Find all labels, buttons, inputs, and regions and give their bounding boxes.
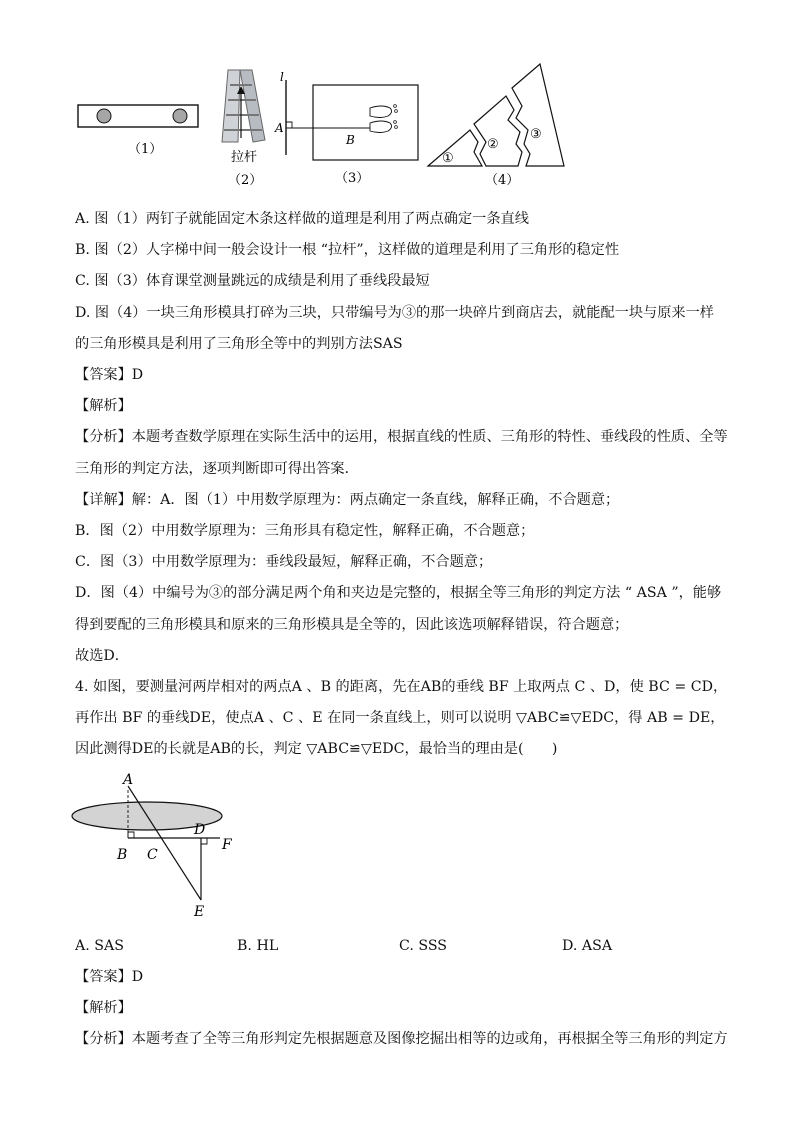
figure-2-rod-label: 拉杆 [231,150,258,165]
q3-analysis-line-2: 三角形的判定方法，逐项判断即可得出答案． [75,461,359,477]
q3-detail-line-3: C．图（3）中用数学原理为：垂线段最短，解释正确，不合题意； [75,554,493,570]
figure-1-strip [78,105,198,127]
figure-3-caption: （3） [335,171,370,186]
q3-analysis-title: 【解析】 [75,398,132,414]
q3-option-d-line-2: 的三角形模具是利用了三角形全等中的判别方法SAS [75,336,403,352]
q3-figures [70,60,570,195]
q4-point-d: D [194,822,206,838]
q4-analysis-line-1: 【分析】本题考查了全等三角形判定先根据题意及图像挖掘出相等的边或角，再根据全等三角形的判定方 [75,1031,728,1047]
figure-2-ladder [222,70,265,142]
q3-option-b: B. 图（2）人字梯中间一般会设计一根 “拉杆”，这样做的道理是利用了三角形的稳定性 [75,242,620,258]
q3-option-a: A. 图（1）两钉子就能固定木条这样做的道理是利用了两点确定一条直线 [75,211,529,227]
q4-option-b: B. HL [237,938,279,954]
figure-4-piece-2: ② [487,137,499,152]
figure-3-point-a: A [275,121,284,135]
q3-detail-line-5: 得到要配的三角形模具和原来的三角形模具是全等的，因此该选项解释错误，符合题意； [75,617,629,633]
q4-option-a: A. SAS [75,938,124,954]
q4-analysis-title: 【解析】 [75,1000,132,1016]
figure-3-long-jump [286,80,418,160]
figure-1-caption: （1） [128,142,163,157]
q3-detail-line-1: 【详解】解：A．图（1）中用数学原理为：两点确定一条直线，解释正确，不合题意； [75,492,620,508]
q4-point-b: B [117,847,128,863]
figure-4-caption: （4） [485,173,520,188]
q4-point-e: E [194,904,205,920]
figure-2-caption: （2） [228,173,263,188]
q4-point-c: C [147,847,158,863]
q3-detail-line-2: B．图（2）中用数学原理为：三角形具有稳定性，解释正确，不合题意； [75,523,535,539]
q4-option-d: D. ASA [562,938,613,954]
q3-detail-line-6: 故选D． [75,648,129,664]
q3-option-c: C. 图（3）体育课堂测量跳远的成绩是利用了垂线段最短 [75,273,430,289]
figure-4-piece-1: ① [442,151,454,166]
figure-4-piece-3: ③ [530,127,542,142]
q4-option-c: C. SSS [399,938,448,954]
q4-stem-line-2: 再作出 BF 的垂线DE，使点A 、C 、E 在同一条直线上，则可以说明 ▽ABC≌▽EDC，得 AB = DE， [75,710,725,726]
q4-answer: 【答案】D [75,969,144,985]
figure-3-line-label: l [280,70,284,84]
q4-stem-line-3: 因此测得DE的长就是AB的长，判定 ▽ABC≌▽EDC，最恰当的理由是( ) [75,741,558,757]
q3-detail-line-4: D．图（4）中编号为③的部分满足两个角和夹边是完整的，根据全等三角形的判定方法 “ ASA ”，能够 [75,585,722,601]
figure-3-point-b: B [346,133,355,147]
q4-point-a: A [123,772,134,788]
q3-answer: 【答案】D [75,367,144,383]
q4-figure [70,768,270,923]
q3-analysis-line-1: 【分析】本题考查数学原理在实际生活中的运用，根据直线的性质、三角形的特性、垂线段的性质、全等 [75,429,728,445]
q4-point-f: F [222,837,232,853]
q4-stem-line-1: 4. 如图，要测量河两岸相对的两点A 、B 的距离，先在AB的垂线 BF 上取两点 C 、D，使 BC = CD， [75,679,728,695]
q3-option-d-line-1: D. 图（4）一块三角形模具打碎为三块，只带编号为③的那一块碎片到商店去，就能配一块与原来一样 [75,305,714,321]
